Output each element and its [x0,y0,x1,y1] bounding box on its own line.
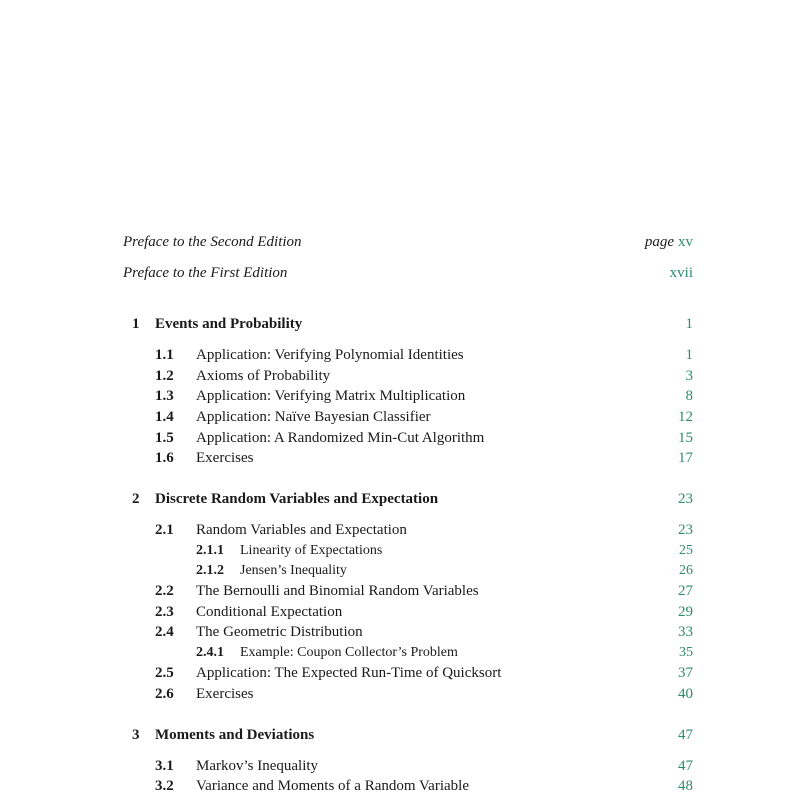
section-title: Variance and Moments of a Random Variable [196,778,469,794]
entry-title: Preface to the First Edition [123,265,288,281]
toc-section[interactable] [123,427,693,449]
chapter-page: 1 [685,316,693,332]
chapter-page: 47 [678,727,693,743]
section-title: Application: The Expected Run-Time of Quicksort [196,665,502,681]
section-title: Exercises [196,686,254,702]
section-title: Axioms of Probability [196,368,331,384]
toc-chapter-3[interactable] [123,724,693,746]
section-title: Conditional Expectation [196,604,343,620]
section-title: Application: Verifying Matrix Multiplication [196,388,466,404]
entry-page [645,231,693,253]
subsection-page: 35 [679,645,693,660]
toc-section[interactable] [123,775,693,797]
section-number: 3.1 [155,758,174,774]
toc-section[interactable] [123,601,693,623]
section-page: 23 [678,522,693,538]
toc-subsection[interactable] [123,560,693,582]
page-word: page [644,234,674,250]
section-page: 8 [685,388,693,404]
section-page: 33 [678,624,693,640]
subsection-page: 25 [679,543,693,558]
toc-section[interactable] [123,755,693,777]
section-title: Application: Naïve Bayesian Classifier [196,409,431,425]
toc-section[interactable] [123,365,693,387]
section-title: The Geometric Distribution [196,624,363,640]
section-number: 2.3 [155,604,174,620]
toc-subsection[interactable] [123,642,693,664]
section-page: 1 [685,347,693,363]
section-page: 29 [678,604,693,620]
subsection-number: 2.4.1 [196,645,224,660]
section-page: 27 [678,583,693,599]
section-number: 2.6 [155,686,174,702]
section-title: Application: Verifying Polynomial Identities [196,347,464,363]
toc-section[interactable] [123,447,693,469]
section-number: 1.2 [155,368,174,384]
page-number: xvii [669,265,693,281]
section-title: Exercises [196,450,254,466]
toc-section[interactable] [123,519,693,541]
chapter-number: 1 [132,316,140,332]
section-title: Application: A Randomized Min-Cut Algorithm [196,430,485,446]
section-page: 3 [685,368,693,384]
toc-section[interactable] [123,344,693,366]
section-page: 15 [678,430,693,446]
chapter-number: 3 [132,727,140,743]
section-page: 17 [678,450,693,466]
subsection-number: 2.1.2 [196,563,224,578]
section-page: 40 [678,686,693,702]
section-page: 48 [678,778,693,794]
section-number: 2.1 [155,522,174,538]
toc-section[interactable] [123,683,693,705]
chapter-title: Moments and Deviations [155,727,315,743]
page-number: xv [678,234,693,250]
section-number: 1.1 [155,347,174,363]
toc-entry-preface-first[interactable] [123,262,693,284]
subsection-title: Linearity of Expectations [240,543,383,558]
section-number: 2.2 [155,583,174,599]
toc-section[interactable] [123,662,693,684]
section-number: 2.4 [155,624,174,640]
section-number: 2.5 [155,665,174,681]
section-title: Markov’s Inequality [196,758,319,774]
subsection-number: 2.1.1 [196,543,224,558]
toc-section[interactable] [123,580,693,602]
entry-page [670,262,693,284]
chapter-title: Discrete Random Variables and Expectation [155,491,439,507]
section-number: 1.6 [155,450,174,466]
section-title: The Bernoulli and Binomial Random Variables [196,583,479,599]
subsection-page: 26 [679,563,693,578]
entry-title: Preface to the Second Edition [123,234,302,250]
toc-subsection[interactable] [123,540,693,562]
section-page: 12 [678,409,693,425]
section-page: 37 [678,665,693,681]
chapter-title: Events and Probability [155,316,303,332]
toc-section[interactable] [123,385,693,407]
toc-chapter-2[interactable] [123,488,693,510]
toc-section[interactable] [123,621,693,643]
section-number: 1.4 [155,409,174,425]
chapter-number: 2 [132,491,140,507]
section-number: 1.3 [155,388,174,404]
section-page: 47 [678,758,693,774]
section-title: Random Variables and Expectation [196,522,407,538]
toc-chapter-1[interactable] [123,313,693,335]
chapter-page: 23 [678,491,693,507]
subsection-title: Example: Coupon Collector’s Problem [240,645,458,660]
section-number: 3.2 [155,778,174,794]
toc-entry-preface-second[interactable] [123,231,693,253]
toc-section[interactable] [123,406,693,428]
subsection-title: Jensen’s Inequality [240,563,347,578]
section-number: 1.5 [155,430,174,446]
